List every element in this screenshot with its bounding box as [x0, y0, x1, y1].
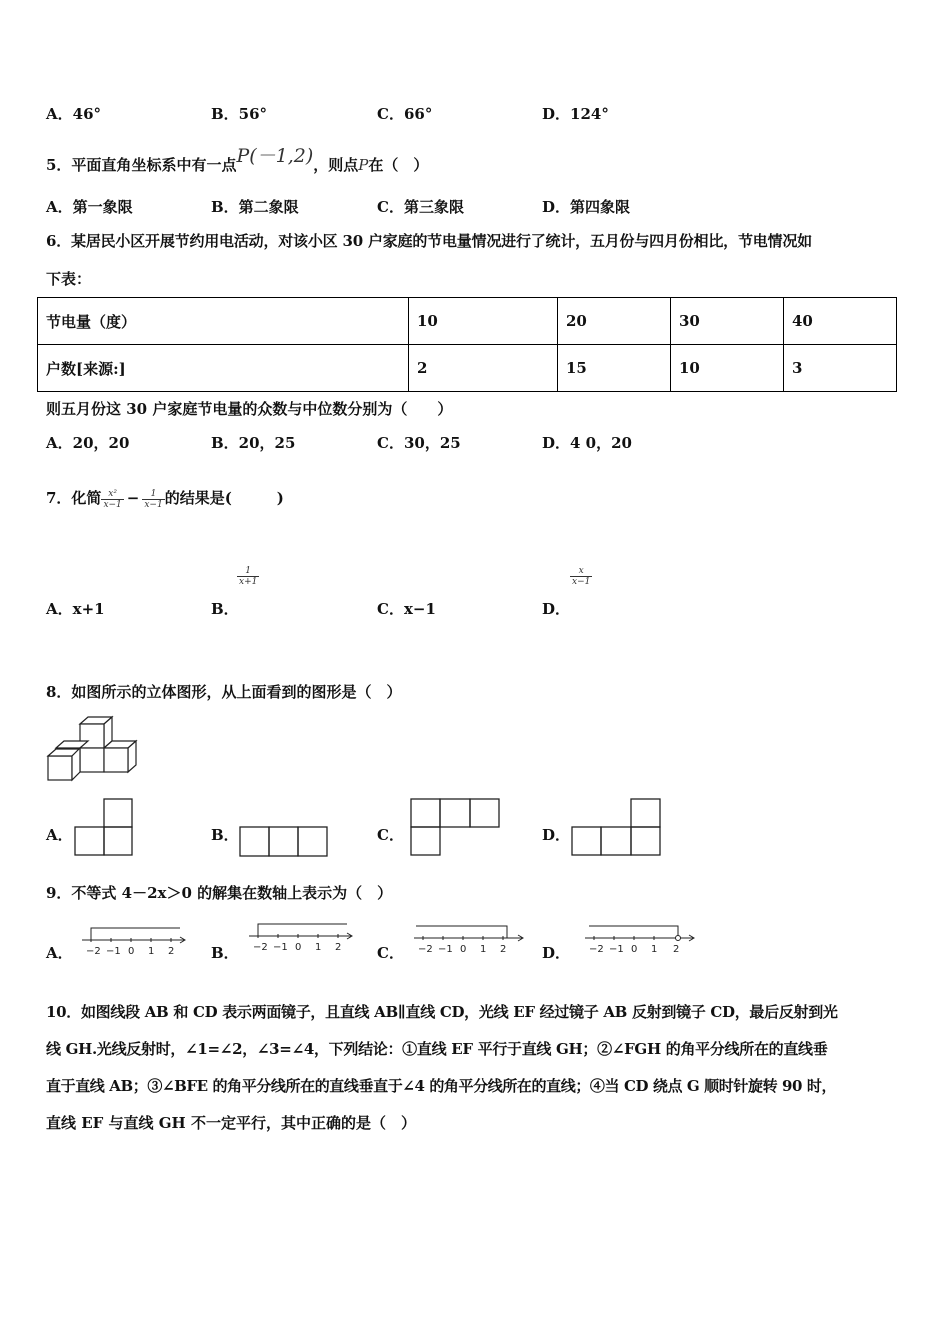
q10-line2: 线 GH.光线反射时，∠1=∠2，∠3=∠4，下列结论：①直线 EF 平行于直线 GH；②∠FGH 的角平分线所在的直线垂	[46, 1040, 828, 1058]
q5-option-d: D．第四象限	[542, 198, 631, 216]
axis-label: 2	[673, 944, 680, 955]
q8-option-d: D．	[542, 826, 571, 844]
table-cell: 3	[784, 345, 897, 392]
q10-line3: 直于直线 AB；③∠BFE 的角平分线所在的直线垂直于∠4 的角平分线所在的直线；④当 CD 绕点 G 顺时针旋转 90 时，	[46, 1077, 837, 1095]
q8-3d-figure	[44, 714, 140, 784]
q7-fraction-2: $\frac{1}{x-1}$	[144, 488, 163, 510]
q9-option-d-numberline	[583, 916, 703, 956]
q4-option-b: B．56°	[211, 105, 268, 123]
q6-option-a: A．20，20	[46, 434, 130, 452]
q9-option-c: C．	[377, 944, 404, 962]
q7-option-b-fraction: $\frac{1}{x+1}$	[239, 566, 258, 587]
table-cell: 2	[409, 345, 558, 392]
q7-option-b: B．	[211, 600, 239, 618]
axis-label: −2	[589, 944, 604, 955]
table-cell: 10	[671, 345, 784, 392]
table-cell: 20	[558, 298, 671, 345]
q6-question: 则五月份这 30 户家庭节电量的众数与中位数分别为（ ）	[46, 400, 453, 418]
q7-fraction-1: $\frac{\text{x²}}{x-1}$	[103, 488, 122, 510]
q7-stem	[46, 478, 284, 518]
q6-option-d: D．4 0，20	[542, 434, 632, 452]
q7-option-a: A．x+1	[46, 600, 105, 618]
q9-option-c-numberline	[412, 916, 527, 956]
axis-label: 1	[480, 944, 487, 955]
q7-option-d: D．	[542, 600, 571, 618]
axis-label: −1	[609, 944, 624, 955]
q5-text-before: 5．平面直角坐标系中有一点	[46, 156, 237, 174]
table-cell: 30	[671, 298, 784, 345]
q9-option-b: B．	[211, 944, 239, 962]
q8-option-c: C．	[377, 826, 404, 844]
table-row	[38, 345, 897, 392]
axis-label: −1	[273, 942, 288, 953]
axis-label: −1	[106, 946, 121, 957]
q4-option-a: A．46°	[46, 105, 102, 123]
q6-line2: 下表：	[46, 270, 92, 288]
q5-point: P(－1,2)	[236, 145, 314, 167]
axis-label: 1	[651, 944, 658, 955]
q9-stem: 9．不等式 4－2x＞0 的解集在数轴上表示为（ ）	[46, 884, 393, 902]
q6-table	[37, 297, 897, 392]
axis-label: 0	[128, 946, 135, 957]
q7-option-d-fraction: $\frac{x}{x-1}$	[572, 566, 591, 587]
axis-label: 1	[315, 942, 322, 953]
q6-option-c: C．30，25	[377, 434, 461, 452]
q4-option-d: D．124°	[542, 105, 609, 123]
q8-option-c-figure	[410, 798, 502, 858]
axis-label: −2	[253, 942, 268, 953]
axis-label: −1	[438, 944, 453, 955]
axis-label: 1	[148, 946, 155, 957]
q5-text-after: ，则点	[313, 156, 359, 174]
q5-option-b: B．第二象限	[211, 198, 299, 216]
q6-line1: 6．某居民小区开展节约用电活动，对该小区 30 户家庭的节电量情况进行了统计，五月份与四月份相比，节电情况如	[46, 232, 812, 250]
table-cell: 40	[784, 298, 897, 345]
axis-label: −2	[418, 944, 433, 955]
table-cell: 节电量（度）	[38, 298, 409, 345]
q10-line4: 直线 EF 与直线 GH 不一定平行，其中正确的是（ ）	[46, 1114, 416, 1132]
q5-stem	[46, 145, 429, 176]
q8-option-b-figure	[239, 826, 329, 858]
table-row	[38, 298, 897, 345]
axis-label: 2	[168, 946, 175, 957]
table-cell: 10	[409, 298, 558, 345]
q8-option-a: A．	[46, 826, 73, 844]
axis-label: 0	[295, 942, 302, 953]
q9-option-b-numberline	[247, 914, 357, 954]
q5-text-end: 在（ ）	[368, 156, 429, 174]
q8-option-b: B．	[211, 826, 239, 844]
q7-suffix: 的结果是( )	[164, 489, 284, 507]
table-cell: 户数[来源:]	[38, 345, 409, 392]
q5-point-name: P	[358, 156, 369, 174]
q9-option-d: D．	[542, 944, 571, 962]
table-cell: 15	[558, 345, 671, 392]
q7-minus: −	[126, 489, 140, 507]
q10-line1: 10．如图线段 AB 和 CD 表示两面镜子，且直线 AB∥直线 CD，光线 EF 经过镜子 AB 反射到镜子 CD，最后反射到光	[46, 1003, 838, 1021]
q8-option-a-figure	[74, 798, 134, 858]
q5-option-c: C．第三象限	[377, 198, 464, 216]
axis-label: 0	[460, 944, 467, 955]
q8-option-d-figure	[571, 798, 663, 858]
axis-label: −2	[86, 946, 101, 957]
q7-option-c: C．x−1	[377, 600, 436, 618]
q6-option-b: B．20，25	[211, 434, 296, 452]
q4-option-c: C．66°	[377, 105, 433, 123]
axis-label: 2	[500, 944, 507, 955]
q5-option-a: A．第一象限	[46, 198, 133, 216]
q7-prefix: 7．化简	[46, 489, 102, 507]
axis-label: 0	[631, 944, 638, 955]
axis-label: 2	[335, 942, 342, 953]
q9-option-a: A．	[46, 944, 73, 962]
q9-option-a-numberline	[80, 918, 190, 958]
q8-stem: 8．如图所示的立体图形，从上面看到的图形是（ ）	[46, 683, 402, 701]
